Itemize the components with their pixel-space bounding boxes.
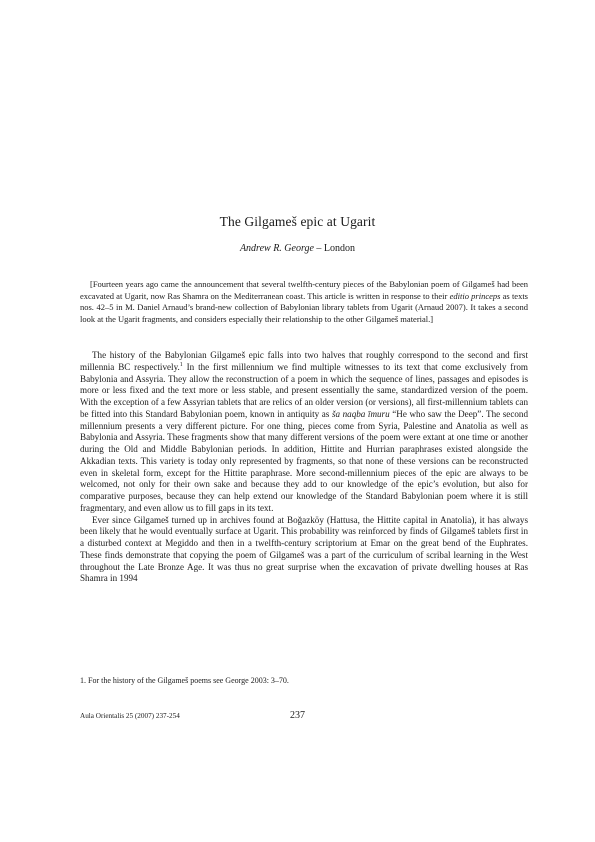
byline-separator: – (313, 243, 324, 254)
abstract-text-1: [Fourteen years ago came the announcement that several twelfth-century pieces of the Babylonian poem of Gilgameš had been excavated at Ugarit, now Ras Shamra on the Mediterranean coast. This article is written in response to their (80, 279, 528, 301)
byline (0, 243, 595, 254)
author-affiliation: London (323, 243, 356, 254)
body-text-1a: The history of the Babylonian Gilgameš epic falls into two halves that roughly correspond to the second and first millennia BC respectively. (80, 350, 528, 372)
body-text (80, 350, 528, 585)
article-title: The Gilgameš epic at Ugarit (219, 214, 376, 229)
footnote-reference[interactable]: 1 (179, 361, 183, 368)
footnote-text: For the history of the Gilgameš poems see George 2003: 3–70. (86, 676, 289, 685)
abstract-italic-term: editio princeps (449, 290, 501, 301)
page-number: 237 (290, 710, 305, 721)
abstract-text-2: as texts nos. 42–5 in M. Daniel Arnaud’s brand-new collection of Babylonian library tablets from Ugarit (Arnaud 2007). It takes a second look at the Ugarit fragments, and considers especially their relationship to the other Gilgameš material.] (80, 290, 528, 324)
body-italic-term: ša naqba īmuru (331, 408, 390, 419)
footnote-number: 1. (80, 676, 86, 685)
abstract-paragraph (80, 279, 528, 325)
body-paragraph-1 (80, 350, 528, 515)
author-name: Andrew R. George (239, 243, 314, 254)
journal-citation: Aula Orientalis 25 (2007) 237-254 (80, 712, 180, 720)
body-text-1b: In the first millennium we find multiple witnesses to its text that come exclusively from Babylonia and Assyria. They allow the reconstruction of a poem in which the sequence of lines, passages and episodes is more or less fixed and the text more or less stable, and present essentially the same, standardized version of the poem. With the exception of a few Assyrian tablets that are relics of an older version (or versions), all first-millennium tablets can be fitted into this Standard Babylonian poem, known in antiquity as (80, 361, 528, 419)
footnote (80, 676, 528, 685)
body-paragraph-2: Ever since Gilgameš turned up in archives found at Boğazköy (Hattusa, the Hittite capital in Anatolia), it has always been likely that he would eventually surface at Ugarit. This probability was reinforced by finds of Gilgameš tablets first in a disturbed context at Megiddo and then in a twelfth-century scriptorium at Emar on the great bend of the Euphrates. These finds demonstrate that copying the poem of Gilgameš was a part of the curriculum of scribal learning in the West throughout the Late Bronze Age. It was thus no great surprise when the excavation of private dwelling houses at Ras Shamra in 1994 (80, 514, 528, 584)
body-text-1c: “He who saw the Deep”. The second millennium presents a very different picture. For one thing, pieces come from Syria, Palestine and Anatolia as well as Babylonia and Assyria. These fragments show that many different versions of the poem were extant at one time or another during the Old and Middle Babylonian periods. In addition, Hittite and Hurrian paraphrases existed alongside the Akkadian texts. This variety is today only represented by fragments, so that none of these versions can be reconstructed even in skeletal form, except for the Hittite paraphrase. More second-millennium pieces of the epic are always to be welcomed, not only for their own sake and because they add to our knowledge of the epic’s evolution, but also for comparative purposes, because they can help extend our knowledge of the Standard Babylonian poem where it is still fragmentary, and even allow us to fill gaps in its text. (80, 408, 529, 513)
abstract (80, 279, 528, 325)
